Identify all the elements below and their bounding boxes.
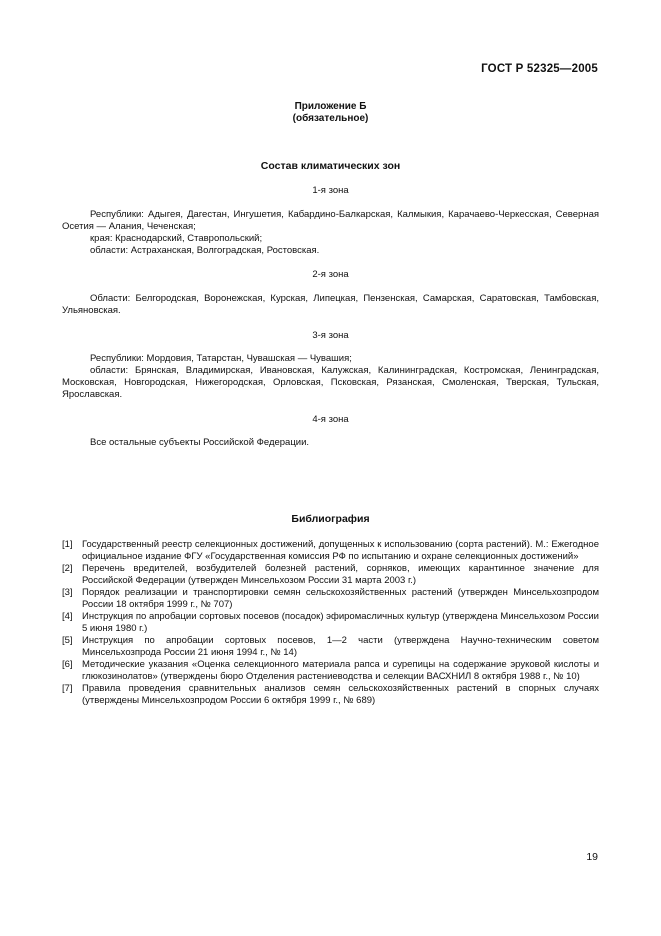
bibliography-number: [7] <box>62 683 73 694</box>
bibliography-item <box>62 587 599 611</box>
bibliography-text: Методические указания «Оценка селекционного материала рапса и сурепицы на содержание эруковой кислоты и глюкозинолатов» (утверждены бюро Отделения растениеводства и селекции ВАСХНИЛ 8 октября 1988 г., № 10) <box>82 659 599 682</box>
bibliography-number: [5] <box>62 635 73 646</box>
bibliography-item <box>62 539 599 563</box>
bibliography-item <box>62 611 599 635</box>
zone-text <box>62 437 599 449</box>
zone-line: Республики: Мордовия, Татарстан, Чувашская — Чувашия; <box>90 353 352 364</box>
bibliography-number: [3] <box>62 587 73 598</box>
zone-line: области: Брянская, Владимирская, Ивановская, Калужская, Калининградская, Костромская, Ленинградская, Московская, Новгородская, Нижегородская, Орловская, Псковская, Рязанская, Смоленская, Тверская, Тульская, Ярославская. <box>62 365 599 400</box>
bibliography-title: Библиография <box>291 513 370 525</box>
zone-label: 4-я зона <box>312 414 349 425</box>
bibliography-text: Инструкция по апробации сортовых посевов, 1—2 части (утверждена Научно-техническим советом Минсельхозпрода России 21 июня 1994 г., № 14) <box>82 635 599 658</box>
bibliography-item <box>62 659 599 683</box>
zone-text <box>62 209 599 257</box>
bibliography-item <box>62 563 599 587</box>
appendix-subtitle: (обязательное) <box>292 113 369 124</box>
zone-line: Республики: Адыгея, Дагестан, Ингушетия, Кабардино-Балкарская, Калмыкия, Карачаево-Черкесская, Северная Осетия — Алания, Чеченская; <box>62 209 599 232</box>
bibliography-item <box>62 635 599 659</box>
standard-number: ГОСТ Р 52325—2005 <box>481 63 598 75</box>
bibliography-number: [2] <box>62 563 73 574</box>
bibliography-list <box>62 539 599 707</box>
zone-text <box>62 293 599 317</box>
bibliography-text: Порядок реализации и транспортировки семян сельскохозяйственных растений (утвержден Минсельхозпродом России 18 октября 1999 г., № 707) <box>82 587 599 610</box>
bibliography-text: Перечень вредителей, возбудителей болезней растений, сорняков, имеющих карантинное значение для Российской Федерации (утвержден Минсельхозом России 31 марта 2003 г.) <box>82 563 599 586</box>
bibliography-number: [1] <box>62 539 73 550</box>
page-number: 19 <box>586 851 598 863</box>
appendix-title: Приложение Б <box>294 101 367 112</box>
zone-line: области: Астраханская, Волгоградская, Ростовская. <box>90 245 320 256</box>
zone-line: Области: Белгородская, Воронежская, Курская, Липецкая, Пензенская, Самарская, Саратовская, Тамбовская, Ульяновская. <box>62 293 599 316</box>
zone-text <box>62 353 599 401</box>
zone-label: 3-я зона <box>312 330 349 341</box>
bibliography-number: [4] <box>62 611 73 622</box>
bibliography-item <box>62 683 599 707</box>
zone-line: края: Краснодарский, Ставропольский; <box>90 233 263 244</box>
bibliography-text: Инструкция по апробации сортовых посевов (посадок) эфиромасличных культур (утверждена Минсельхозом России 5 июня 1980 г.) <box>82 611 599 634</box>
zone-label: 2-я зона <box>312 269 349 280</box>
section-title: Состав климатических зон <box>260 160 401 172</box>
bibliography-text: Государственный реестр селекционных достижений, допущенных к использованию (сорта растений). М.: Ежегодное официальное издание ФГУ «Государственная комиссия РФ по испытанию и охране селекционных достижений» <box>82 539 599 562</box>
bibliography-text: Правила проведения сравнительных анализов семян сельскохозяйственных растений в спорных случаях (утверждены Минсельхозпродом России 6 октября 1999 г., № 689) <box>82 683 599 706</box>
zone-label: 1-я зона <box>312 185 349 196</box>
bibliography-number: [6] <box>62 659 73 670</box>
zone-line: Все остальные субъекты Российской Федерации. <box>90 437 310 448</box>
